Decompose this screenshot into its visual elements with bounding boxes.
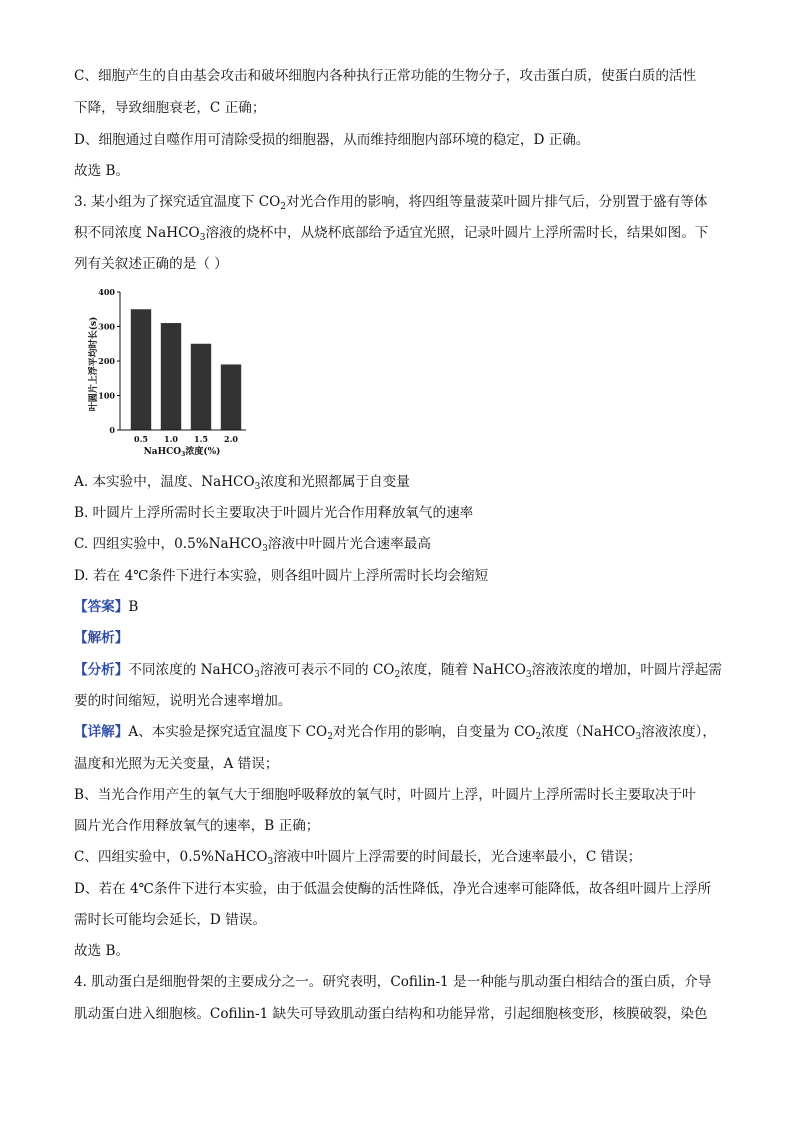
option-a: A. 本实验中，温度、NaHCO$_3$浓度和光照都属于自变量 bbox=[74, 474, 410, 492]
x-tick-label: 1.5 bbox=[194, 434, 208, 444]
bar bbox=[221, 364, 241, 430]
y-tick-label: 200 bbox=[98, 356, 115, 366]
question-3-stem: 积不同浓度 NaHCO$_3$溶液的烧杯中，从烧杯底部给予适宜光照，记录叶圆片上浮所需时长，结果如图。下 bbox=[74, 225, 709, 243]
x-tick-label: 0.5 bbox=[134, 434, 148, 444]
analysis-label: 【解析】 bbox=[74, 630, 129, 646]
bar bbox=[131, 309, 151, 430]
text-line: D、若在 4℃条件下进行本实验，由于低温会使酶的活性降低，净光合速率可能降低，故各组叶圆片上浮所 bbox=[74, 881, 712, 897]
text-line: C、细胞产生的自由基会攻击和破坏细胞内各种执行正常功能的生物分子，攻击蛋白质，使蛋白质的活性 bbox=[74, 68, 697, 84]
text-line: 温度和光照为无关变量，A 错误； bbox=[74, 756, 279, 772]
answer-value: B bbox=[128, 599, 139, 615]
question-4-stem: 肌动蛋白进入细胞核。Cofilin-1 缺失可导致肌动蛋白结构和功能异常，引起细胞核变形，核膜破裂，染色 bbox=[74, 1006, 708, 1022]
text-line: 故选 B。 bbox=[74, 163, 130, 179]
x-tick-label: 1.0 bbox=[164, 434, 178, 444]
text-line: B、当光合作用产生的氧气大于细胞呼吸释放的氧气时，叶圆片上浮，叶圆片上浮所需时长主要取决于叶 bbox=[74, 787, 696, 803]
option-d: D. 若在 4℃条件下进行本实验，则各组叶圆片上浮所需时长均会缩短 bbox=[74, 568, 489, 584]
text-line: 要的时间缩短，说明光合速率增加。 bbox=[74, 693, 292, 709]
bar bbox=[161, 323, 181, 430]
question-3-stem: 3. 某小组为了探究适宜温度下 $CO_2$对光合作用的影响，将四组等量菠菜叶圆片排气后，分别置于盛有等体 bbox=[74, 194, 708, 212]
text-line: C、四组实验中，0.5%NaHCO$_3$溶液中叶圆片上浮需要的时间最长，光合速率最小，C 错误； bbox=[74, 849, 642, 867]
question-3-stem: 列有关叙述正确的是（ ） bbox=[74, 256, 228, 272]
y-axis-label: 叶圆片上浮平均时长(s) bbox=[89, 316, 99, 412]
option-b: B. 叶圆片上浮所需时长主要取决于叶圆片光合作用释放氧气的速率 bbox=[74, 505, 474, 521]
text-line: 故选 B。 bbox=[74, 943, 130, 959]
y-tick-label: 400 bbox=[98, 287, 115, 297]
text-line: D、细胞通过自噬作用可清除受损的细胞器，从而维持细胞内部环境的稳定，D 正确。 bbox=[74, 132, 590, 148]
x-axis-label: NaHCO$_3$浓度(%) bbox=[143, 447, 221, 458]
option-c: C. 四组实验中，0.5%NaHCO$_3$溶液中叶圆片光合速率最高 bbox=[74, 536, 431, 554]
bar bbox=[191, 344, 211, 430]
text-line: 下降，导致细胞衰老，C 正确； bbox=[74, 100, 266, 116]
text-line: 圆片光合作用释放氧气的速率，B 正确； bbox=[74, 818, 320, 834]
xiangjie-line: 【详解】A、本实验是探究适宜温度下 $CO_2$对光合作用的影响，自变量为 $CO_2$浓度（NaHCO$_3$溶液浓度）， bbox=[74, 724, 716, 742]
bar-chart bbox=[74, 282, 264, 462]
y-tick-label: 300 bbox=[98, 321, 115, 332]
answer-label: 【答案】 bbox=[74, 599, 129, 615]
text-line: 需时长可能均会延长，D 错误。 bbox=[74, 912, 266, 928]
x-tick-label: 2.0 bbox=[224, 434, 238, 444]
y-tick-label: 0 bbox=[109, 425, 115, 435]
answer-line bbox=[74, 597, 138, 617]
y-tick-label: 100 bbox=[98, 390, 115, 401]
fenxi-line: 【分析】不同浓度的 NaHCO$_3$溶液可表示不同的 $CO_2$浓度，随着 NaHCO$_3$溶液浓度的增加，叶圆片浮起需 bbox=[74, 662, 722, 680]
question-4-stem: 4. 肌动蛋白是细胞骨架的主要成分之一。研究表明，Cofilin-1 是一种能与肌动蛋白相结合的蛋白质，介导 bbox=[74, 974, 712, 990]
